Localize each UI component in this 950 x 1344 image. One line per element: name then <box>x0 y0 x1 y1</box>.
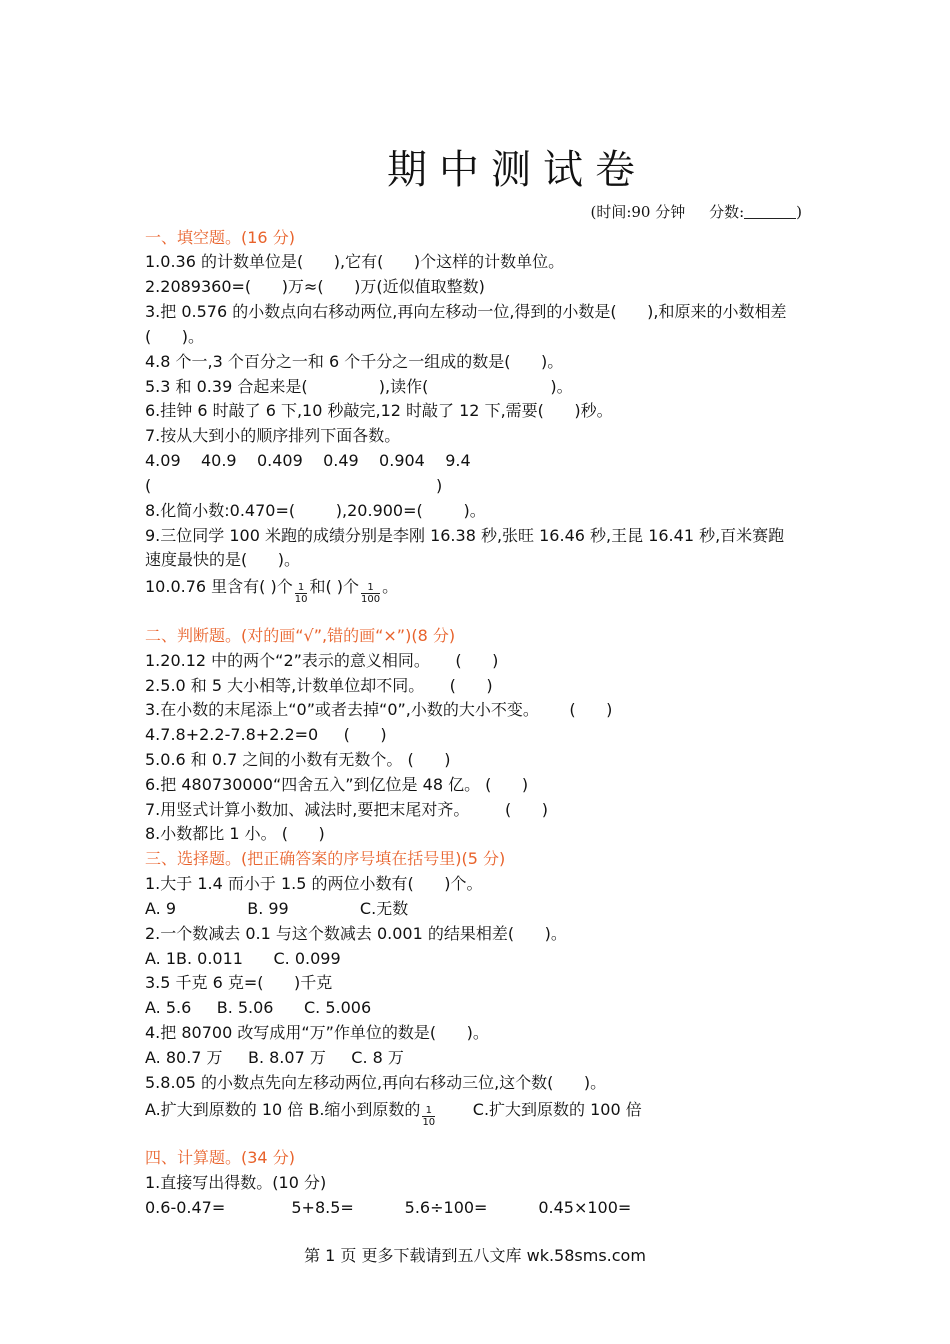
fraction <box>422 1105 435 1128</box>
question-line: 2.5.0 和 5 大小相等,计数单位却不同。 ( ) <box>145 676 493 695</box>
question-line: 4.09 40.9 0.409 0.49 0.904 9.4 <box>145 451 471 470</box>
question-line: A. 1B. 0.011 C. 0.099 <box>145 949 341 968</box>
question-line: 3.在小数的末尾添上“0”或者去掉“0”,小数的大小不变。 ( ) <box>145 700 613 719</box>
fraction <box>295 582 308 605</box>
option-c: C.扩大到原数的 100 倍 <box>437 1100 642 1119</box>
fraction-denominator: 100 <box>361 594 381 605</box>
fraction-numerator: 1 <box>295 582 308 594</box>
question-line: 6.把 480730000“四舍五入”到亿位是 48 亿。 ( ) <box>145 775 529 794</box>
question-line: 7.用竖式计算小数加、减法时,要把末尾对齐。 ( ) <box>145 800 548 819</box>
section-heading: 一、填空题。(16 分) <box>145 228 295 247</box>
question-line: ( )。 <box>145 327 205 346</box>
question-line: 1.20.12 中的两个“2”表示的意义相同。 ( ) <box>145 651 499 670</box>
fraction-numerator: 1 <box>361 582 380 594</box>
question-line: 4.8 个一,3 个百分之一和 6 个千分之一组成的数是( )。 <box>145 352 564 371</box>
page-footer: 第 1 页 更多下载请到五八文库 wk.58sms.com <box>304 1246 646 1265</box>
question-line: 5.0.6 和 0.7 之间的小数有无数个。 ( ) <box>145 750 451 769</box>
question-line: 5.3 和 0.39 合起来是( ),读作( )。 <box>145 377 573 396</box>
question-line: 1.0.36 的计数单位是( ),它有( )个这样的计数单位。 <box>145 252 565 271</box>
question-line: A. 80.7 万 B. 8.07 万 C. 8 万 <box>145 1048 404 1067</box>
question-line: A. 5.6 B. 5.06 C. 5.006 <box>145 998 372 1017</box>
question-line: 8.化简小数:0.470=( ),20.900=( )。 <box>145 501 486 520</box>
fraction <box>361 582 380 605</box>
question-line: 3.把 0.576 的小数点向右移动两位,再向左移动一位,得到的小数是( ),和原来的小数相差 <box>145 302 787 321</box>
question-line: 5.8.05 的小数点先向左移动两位,再向右移动三位,这个数( )。 <box>145 1073 607 1092</box>
option-a-b: A.扩大到原数的 10 倍 B.缩小到原数的 <box>145 1100 421 1119</box>
question-line: 3.5 千克 6 克=( )千克 <box>145 973 333 992</box>
q10-prefix: 10.0.76 里含有( )个 <box>145 577 293 596</box>
meta-close: ) <box>796 203 802 221</box>
time-label: (时间:90 分钟 <box>590 203 686 221</box>
question-line: 速度最快的是( )。 <box>145 550 301 569</box>
section-heading: 四、计算题。(34 分) <box>145 1148 295 1167</box>
question-line: 8.小数都比 1 小。 ( ) <box>145 824 325 843</box>
question-line: A. 9 B. 99 C.无数 <box>145 899 409 918</box>
question-line: 4.把 80700 改写成用“万”作单位的数是( )。 <box>145 1023 489 1042</box>
question-line: 2.一个数减去 0.1 与这个数减去 0.001 的结果相差( )。 <box>145 924 567 943</box>
q10-suffix: 。 <box>382 577 399 596</box>
exam-meta <box>590 201 802 222</box>
section-heading: 二、判断题。(对的画“√”,错的画“×”)(8 分) <box>145 626 456 645</box>
question-line: 6.挂钟 6 时敲了 6 下,10 秒敲完,12 时敲了 12 下,需要( )秒。 <box>145 401 613 420</box>
score-blank <box>744 204 796 219</box>
question-line: 2.2089360=( )万≈( )万(近似值取整数) <box>145 277 485 296</box>
question-line: 7.按从大到小的顺序排列下面各数。 <box>145 426 401 445</box>
q10-mid: 和( )个 <box>309 577 360 596</box>
choice-5-options <box>145 1099 642 1128</box>
question-10 <box>145 576 399 605</box>
page-title: 期中测试卷 <box>387 147 647 193</box>
question-line: 4.7.8+2.2-7.8+2.2=0 ( ) <box>145 725 387 744</box>
score-label: 分数: <box>709 203 745 221</box>
question-line: 0.6-0.47= 5+8.5= 5.6÷100= 0.45×100= <box>145 1198 632 1217</box>
question-line: ( ) <box>145 476 443 495</box>
section-heading: 三、选择题。(把正确答案的序号填在括号里)(5 分) <box>145 849 506 868</box>
fraction-numerator: 1 <box>422 1105 435 1117</box>
question-line: 1.大于 1.4 而小于 1.5 的两位小数有( )个。 <box>145 874 483 893</box>
question-line: 9.三位同学 100 米跑的成绩分别是李刚 16.38 秒,张旺 16.46 秒,王昆 16.41 秒,百米赛跑 <box>145 526 785 545</box>
fraction-denominator: 10 <box>422 1117 436 1128</box>
question-line: 1.直接写出得数。(10 分) <box>145 1173 327 1192</box>
fraction-denominator: 10 <box>294 594 308 605</box>
